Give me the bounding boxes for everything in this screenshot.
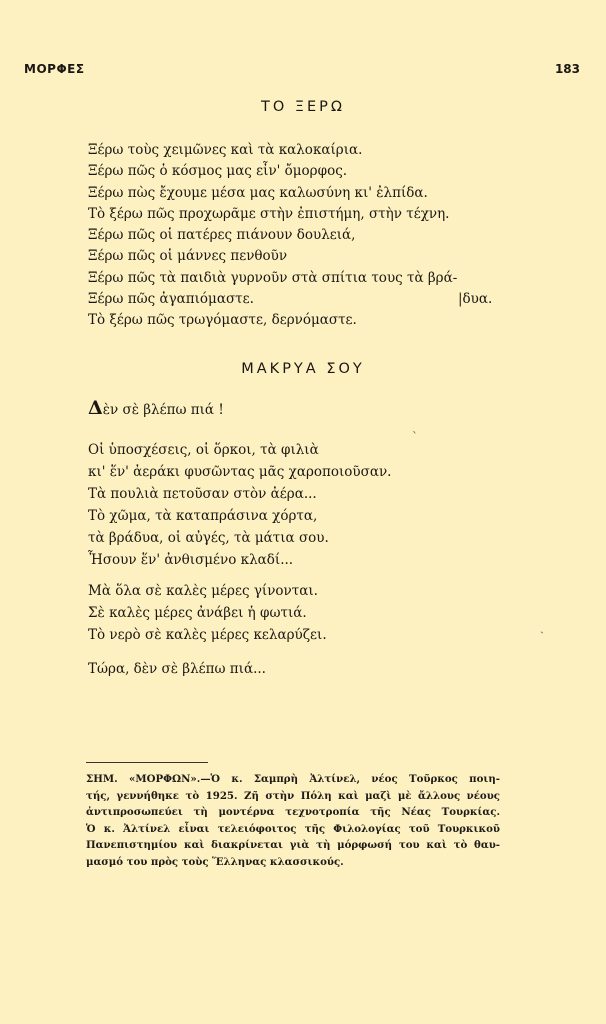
ink-mark: ˎ bbox=[540, 620, 544, 634]
verse-line: Τὸ ξέρω πῶς τρωγόμαστε, δερνόμαστε. bbox=[88, 312, 357, 329]
footnote-rule bbox=[86, 762, 208, 763]
verse-line: Ξέρω πῶς οἱ μάννες πενθοῦν bbox=[88, 248, 288, 265]
poem-opening-line bbox=[88, 399, 224, 420]
verse-line: Ἦσουν ἕν' ἀνθισμένο κλαδί... bbox=[88, 552, 294, 568]
footnote bbox=[86, 771, 500, 871]
footnote-line: τής, γεννήθηκε τὸ 1925. Ζῆ στὴν Πόλη καὶ μαζὶ μὲ ἄλλους νέους bbox=[86, 789, 500, 802]
verse-turnover: |δυα. bbox=[458, 291, 493, 308]
verse-line: Μὰ ὅλα σὲ καλὲς μέρες γίνονται. bbox=[88, 583, 318, 599]
verse-line: Οἱ ὑποσχέσεις, οἱ ὅρκοι, τὰ φιλιὰ bbox=[88, 442, 319, 458]
page-number: 183 bbox=[554, 62, 580, 76]
opening-text: ὲν σὲ βλέπω πιά ! bbox=[102, 402, 224, 418]
verse-line-with-turnover bbox=[88, 289, 493, 310]
footnote-line: ΣΗΜ. «ΜΟΡΦΩΝ».—Ὁ κ. Σαμπρὴ Ἀλτίνελ, νέος Τοῦρκος ποιη- bbox=[86, 773, 500, 785]
poem-title-makrya-sou: ΜΑΚΡΥΑ ΣΟΥ bbox=[241, 361, 365, 377]
verse-line: Ξέρω πῶς τὰ παιδιὰ γυρνοῦν στὰ σπίτια τους τὰ βρά- bbox=[88, 269, 458, 286]
running-head bbox=[24, 62, 580, 80]
verse-line: Ξέρω πῶς ὁ κόσμος μας εἶν' ὄμορφος. bbox=[88, 163, 348, 180]
footnote-line: Πανεπιστημίου καὶ διακρίνεται γιὰ τὴ μόρφωσή του καὶ τὸ θαυ- bbox=[86, 839, 500, 852]
closing-line: Τώρα, δὲν σὲ βλέπω πιά... bbox=[88, 661, 266, 677]
verse-line: Τὸ νερὸ σὲ καλὲς μέρες κελαρύζει. bbox=[88, 627, 327, 643]
poem-title-to-xero: ΤΟ ΞΕΡΩ bbox=[260, 99, 346, 115]
running-title: ΜΟΡΦΕΣ bbox=[24, 62, 85, 76]
verse-line: τὰ βράδυα, οἱ αὐγές, τὰ μάτια σου. bbox=[88, 530, 329, 546]
verse-line: κι' ἕν' ἀεράκι φυσῶντας μᾶς χαροποιοῦσαν. bbox=[88, 464, 392, 480]
verse-line: Ξέρω τοὺς χειμῶνες καὶ τὰ καλοκαίρια. bbox=[88, 142, 363, 158]
poem-to-xero bbox=[88, 140, 493, 332]
verse-line: Σὲ καλὲς μέρες ἀνάβει ἡ φωτιά. bbox=[88, 605, 307, 621]
footnote-line: ἀντιπροσωπεύει τὴ μοντέρνα τεχνοτροπία τῆς Νέας Τουρκίας. bbox=[86, 806, 500, 819]
drop-initial: Δ bbox=[88, 397, 103, 419]
ink-mark: ˋ bbox=[412, 430, 418, 444]
verse-line: Ξέρω πῶς οἱ πατέρες πιάνουν δουλειά, bbox=[88, 227, 356, 244]
footnote-line: Ὁ κ. Ἀλτίνελ εἶναι τελειόφοιτος τῆς Φιλολογίας τοῦ Τουρκικοῦ bbox=[86, 822, 500, 835]
verse-line: Τὸ χῶμα, τὰ καταπράσινα χόρτα, bbox=[88, 508, 318, 524]
verse-line: Ξέρω πὼς ἔχουμε μέσα μας καλωσύνη κι' ἐλπίδα. bbox=[88, 184, 428, 201]
footnote-line: μασμό του πρὸς τοὺς Ἕλληνας κλασσικούς. bbox=[86, 855, 344, 868]
stanza-1 bbox=[88, 439, 391, 571]
verse-line: Τὸ ξέρω πῶς προχωρᾶμε στὴν ἐπιστήμη, στὴν τέχνη. bbox=[88, 205, 450, 222]
verse-line: Ξέρω πῶς ἀγαπιόμαστε. bbox=[88, 291, 254, 308]
stanza-2 bbox=[88, 580, 327, 646]
verse-line: Τὰ πουλιὰ πετοῦσαν στὸν ἀέρα... bbox=[88, 486, 317, 502]
